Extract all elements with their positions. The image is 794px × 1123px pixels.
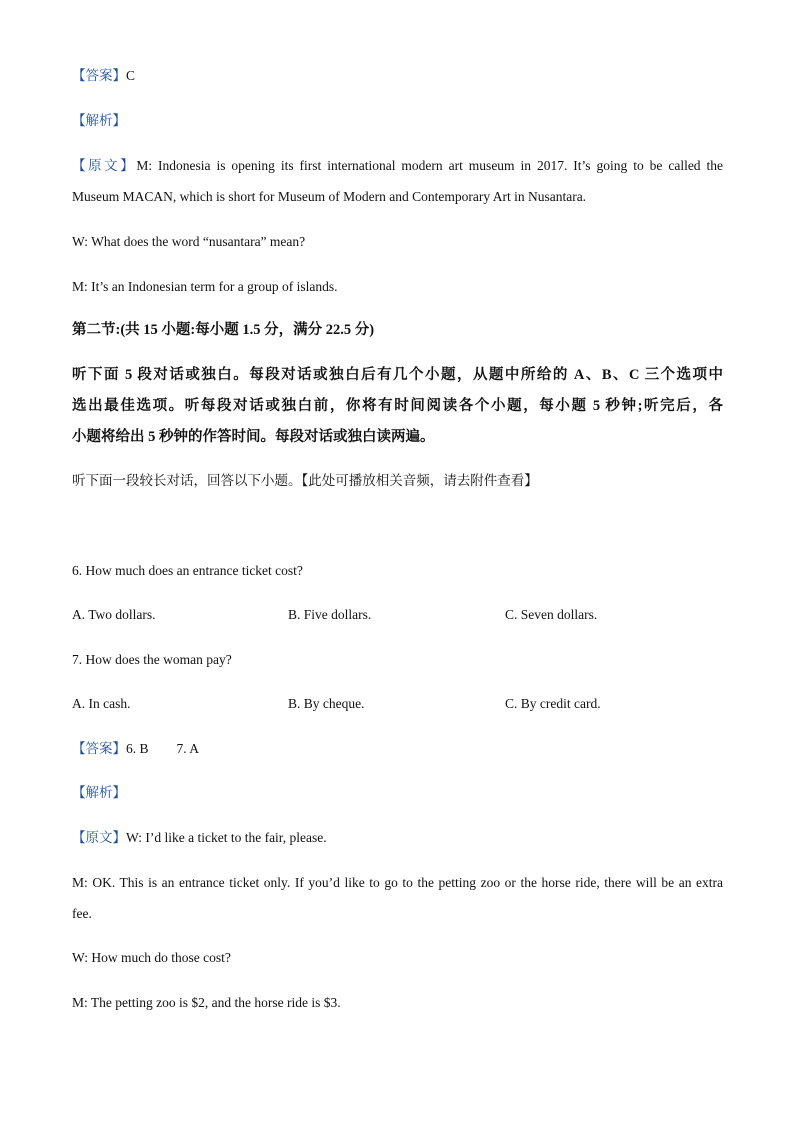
analysis-tag: 【解析】 [72,113,126,128]
answer-line-1 [72,67,135,85]
transcript-tag: 【原文】 [72,830,126,845]
answer-line-2 [72,740,199,758]
instructions-line-3: 小题将给出 5 秒钟的作答时间。每段对话或独白读两遍。 [72,429,435,445]
transcript-line-4: M: It’s an Indonesian term for a group of islands. [72,279,338,294]
question-7-option-b: B. By cheque. [288,696,365,711]
transcript-text: W: I’d like a ticket to the fair, please. [126,830,327,845]
transcript2-line-3: W: How much do those cost? [72,950,231,965]
transcript2-line-2-cont: fee. [72,906,92,921]
answer-tag: 【答案】 [72,68,126,83]
question-7-option-a: A. In cash. [72,696,131,711]
part2-heading: 第二节:(共 15 小题:每小题 1.5 分，满分 22.5 分) [72,322,375,338]
question-6-stem: 6. How much does an entrance ticket cost? [72,563,303,578]
transcript-text: M: Indonesia is opening its first international modern art museum in 2017. It’s going to be called the [136,158,724,173]
transcript2-line-1 [72,829,327,847]
instructions-line-2: 选出最佳选项。听每段对话或独白前，你将有时间阅读各个小题，每小题 5 秒钟;听完后，各 [72,398,723,414]
question-7-option-c: C. By credit card. [505,696,601,711]
answer-7: 7. A [176,741,200,756]
transcript2-line-2: M: OK. This is an entrance ticket only. If you’d like to go to the petting zoo or the horse ride, there will be an extra [72,875,723,890]
transcript-line-1 [72,157,723,175]
answer-tag: 【答案】 [72,741,126,756]
question-6-option-a: A. Two dollars. [72,607,156,622]
answer-value: C [126,68,136,83]
transcript-tag: 【原文】 [72,158,137,173]
analysis-tag-2: 【解析】 [72,785,126,800]
question-6-option-b: B. Five dollars. [288,607,372,622]
question-7-stem: 7. How does the woman pay? [72,652,232,667]
question-6-option-c: C. Seven dollars. [505,607,598,622]
instructions-line-1: 听下面 5 段对话或独白。每段对话或独白后有几个小题，从题中所给的 A、B、C 三个选项中 [72,367,723,383]
transcript-line-2: Museum MACAN, which is short for Museum of Modern and Contemporary Art in Nusantara. [72,189,587,204]
answer-6: 6. B [126,741,149,756]
transcript-line-3: W: What does the word “nusantara” mean? [72,234,306,249]
transcript2-line-4: M: The petting zoo is $2, and the horse ride is $3. [72,995,341,1010]
audio-note: 听下面一段较长对话，回答以下小题。【此处可播放相关音频，请去附件查看】 [72,473,538,488]
